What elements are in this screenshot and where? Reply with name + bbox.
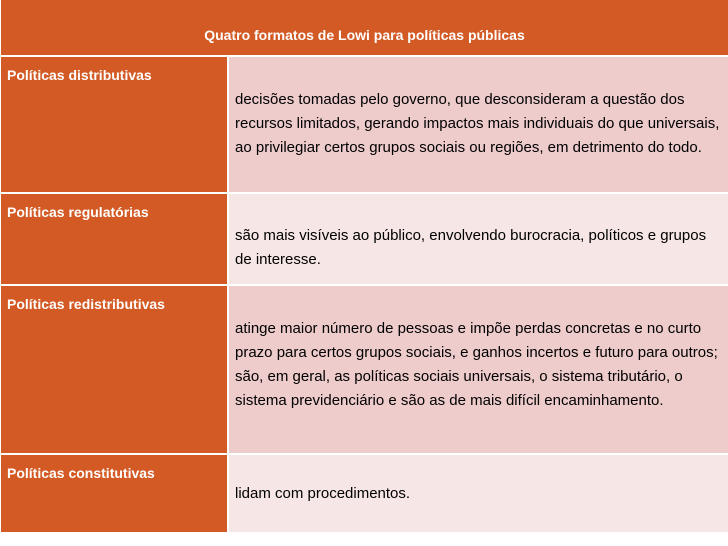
row-label: Políticas constitutivas (7, 465, 155, 481)
table-row-redistributivas (1, 286, 728, 453)
row-label: Políticas distributivas (7, 67, 152, 83)
row-description-cell (229, 455, 728, 532)
row-description: atinge maior número de pessoas e impõe perdas concretas e no curto prazo para certos grupos sociais, e ganhos incertos e futuro para outros; são, em geral, as políticas sociais universais, o sistema tributário, o sistema previdenciário e são as de mais difícil encaminhamento. (235, 320, 718, 409)
row-label: Políticas redistributivas (7, 296, 165, 312)
row-label-cell (1, 57, 227, 192)
table-row-regulatorias (1, 194, 728, 284)
row-description-cell (229, 57, 728, 192)
row-label: Políticas regulatórias (7, 204, 149, 220)
table-header (1, 0, 728, 55)
table-title: Quatro formatos de Lowi para políticas públicas (204, 27, 525, 43)
row-description: são mais visíveis ao público, envolvendo burocracia, políticos e grupos de interesse. (235, 227, 707, 268)
row-label-cell (1, 194, 227, 284)
row-description: lidam com procedimentos. (235, 485, 411, 502)
policy-table (1, 0, 728, 532)
table-row-constitutivas (1, 455, 728, 532)
row-label-cell (1, 286, 227, 453)
row-description-cell (229, 194, 728, 284)
table-row-distributivas (1, 57, 728, 192)
row-description: decisões tomadas pelo governo, que desconsideram a questão dos recursos limitados, gerando impactos mais individuais do que universais, ao privilegiar certos grupos sociais ou regiões, em detrimento do todo. (235, 91, 720, 156)
row-label-cell (1, 455, 227, 532)
row-description-cell (229, 286, 728, 453)
